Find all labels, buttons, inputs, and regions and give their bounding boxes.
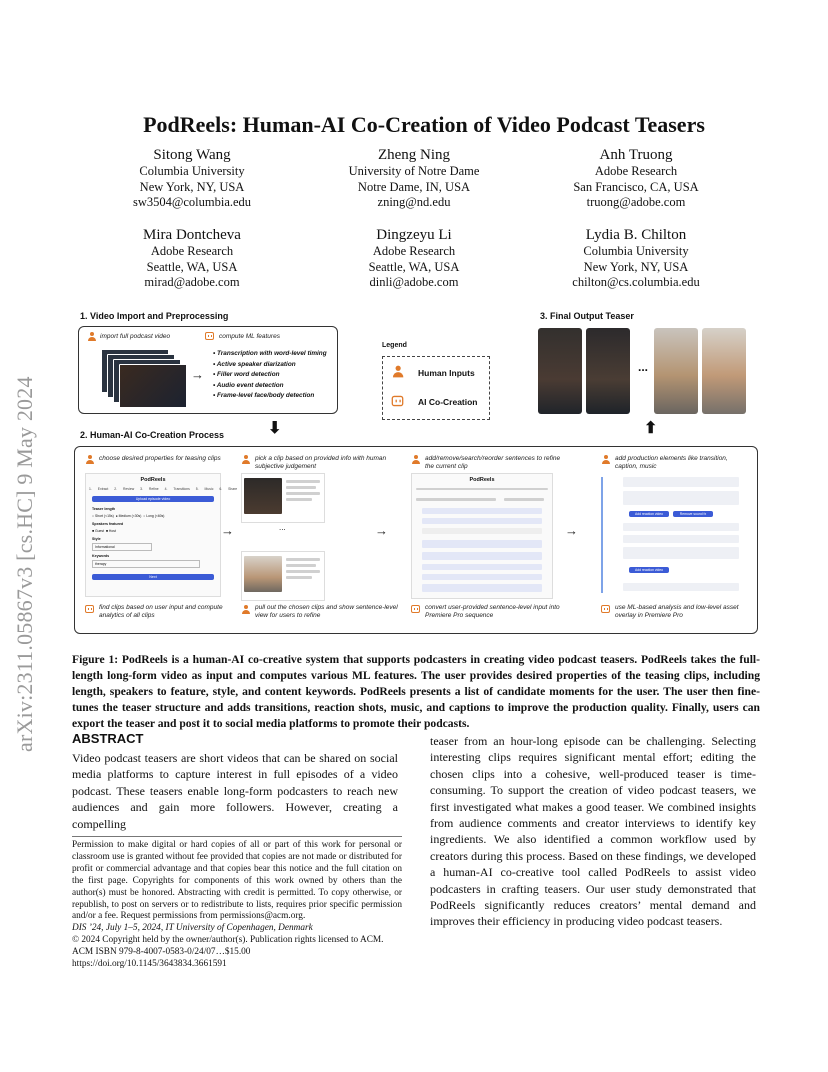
step-bottom-label: find clips based on user input and compute analytics of all clips bbox=[99, 604, 223, 619]
extract-panel bbox=[85, 473, 238, 597]
add-reaction-button[interactable]: Add reaction video bbox=[629, 511, 669, 517]
author-block bbox=[299, 226, 529, 291]
figure-1 bbox=[72, 308, 760, 636]
section-label: 3. Final Output Teaser bbox=[540, 311, 634, 321]
feature-item: • Active speaker diarization bbox=[213, 360, 296, 368]
speaker-option[interactable]: Host bbox=[108, 529, 116, 533]
teaser-frame bbox=[702, 328, 746, 414]
author-email: truong@adobe.com bbox=[586, 195, 686, 209]
tab[interactable]: 4. Transitions bbox=[164, 487, 190, 491]
app-tabs bbox=[89, 487, 237, 491]
author-email: mirad@adobe.com bbox=[144, 275, 240, 289]
author-location: Seattle, WA, USA bbox=[146, 259, 238, 274]
author-location: Notre Dame, IN, USA bbox=[357, 179, 471, 194]
legend-title: Legend bbox=[382, 342, 407, 349]
legend-box bbox=[382, 356, 490, 420]
section-label: 1. Video Import and Preprocessing bbox=[80, 311, 229, 321]
author-name: Zheng Ning bbox=[377, 147, 451, 163]
person-icon bbox=[392, 366, 404, 378]
arrow-icon: → bbox=[375, 523, 388, 538]
clip-card[interactable] bbox=[241, 473, 325, 523]
author-name: Dingzeyu Li bbox=[376, 227, 452, 243]
step-top-label: choose desired properties for teasing clips bbox=[99, 455, 221, 462]
section-label: 2. Human-AI Co-Creation Process bbox=[80, 430, 225, 440]
author-name: Lydia B. Chilton bbox=[585, 227, 687, 243]
person-icon bbox=[411, 455, 420, 464]
author-location: Seattle, WA, USA bbox=[368, 259, 460, 274]
author-email: dinli@adobe.com bbox=[369, 275, 459, 289]
author-affiliation: Adobe Research bbox=[150, 244, 234, 258]
remove-sound-button[interactable]: Remove sound fx bbox=[673, 511, 713, 517]
author-location: New York, NY, USA bbox=[583, 259, 689, 274]
robot-icon bbox=[601, 605, 610, 613]
more-ellipsis: ... bbox=[638, 360, 649, 374]
author-block bbox=[299, 146, 529, 211]
feature-item: • Audio event detection bbox=[213, 381, 284, 389]
step-top-label: pick a clip based on provided info with human subjective judgement bbox=[255, 455, 387, 470]
feature-item: • Filler word detection bbox=[213, 371, 280, 378]
isbn-line: ACM ISBN 979-8-4007-0583-0/24/07…$15.00 bbox=[72, 947, 251, 958]
keywords-input[interactable]: therapy bbox=[92, 560, 200, 568]
style-label: Style bbox=[92, 537, 101, 541]
style-select[interactable]: Informational bbox=[92, 543, 152, 551]
add-reaction-button[interactable]: Add reaction video bbox=[629, 567, 669, 573]
more-ellipsis: ... bbox=[279, 523, 286, 532]
length-options: ○ Short (<15s) ● Medium (<30s) ○ Long (<60s) bbox=[92, 514, 165, 518]
person-icon bbox=[241, 455, 250, 464]
footnote-rule bbox=[72, 836, 402, 837]
arrow-icon: → bbox=[221, 523, 234, 538]
speaker-options: ■ Guest ■ Host bbox=[92, 529, 116, 533]
figure-caption: Figure 1: PodReels is a human-AI co-creative system that supports podcasters in creating video podcast teasers. PodReels takes the full-length long-form video as input and computes various ML features. The user provides desired properties of the teasing clips, including length, speakers to feature, style, and content keywords. PodReels presents a list of candidate moments for the user. The user then fine-tunes the teaser structure and adds transitions, reaction shots, music, and captions to improve the production quality. Finally, users can export the teaser and post it to social media platforms to promote their podcasts. bbox=[72, 653, 760, 730]
arrow-icon: → bbox=[565, 523, 578, 538]
author-affiliation: Columbia University bbox=[139, 164, 245, 178]
length-option[interactable]: Long (<60s) bbox=[146, 514, 165, 518]
tab[interactable]: 5. Music bbox=[195, 487, 214, 491]
step-bottom-label: use ML-based analysis and low-level asset overlay in Premiere Pro bbox=[615, 604, 739, 619]
person-icon bbox=[241, 605, 250, 614]
copyright-line: © 2024 Copyright held by the owner/author(s). Publication rights licensed to ACM. bbox=[72, 935, 384, 946]
tab[interactable]: 2. Review bbox=[114, 487, 135, 491]
refine-panel bbox=[411, 473, 553, 599]
feature-item: • Transcription with word-level timing bbox=[213, 350, 327, 357]
clip-thumbnail bbox=[244, 478, 282, 514]
production-panel bbox=[599, 473, 749, 597]
person-icon bbox=[87, 332, 96, 341]
next-button[interactable]: Next bbox=[92, 574, 214, 580]
length-option[interactable]: Medium (<30s) bbox=[118, 514, 142, 518]
doi-link[interactable]: https://doi.org/10.1145/3643834.3661591 bbox=[72, 959, 227, 970]
legend-ai: AI Co-Creation bbox=[418, 397, 478, 407]
teaser-frame bbox=[654, 328, 698, 414]
author-block bbox=[521, 226, 751, 291]
abstract-right: teaser from an hour-long episode can be challenging. Selecting interesting clips requires significant mental effort; editing the chosen clips into a cohesive, well-produced teaser is time-consuming. To support the creation of video podcast teasers, we first investigated what makes a good teaser. We combined insights from audience comments and creator interviews to identify key ingredients. We also identified a common workflow used by creators during this process. Based on these findings, we developed a human-AI co-creative tool called PodReels to assist video podcasters in crafting teasers. Our user study demonstrated that PodReels significantly reduces creators’ mental demand and improves their efficiency in producing video podcast teasers. bbox=[430, 734, 756, 929]
robot-icon bbox=[392, 396, 404, 406]
teaser-length-label: Teaser length bbox=[92, 507, 116, 511]
teaser-frame bbox=[538, 328, 582, 414]
process-box bbox=[74, 446, 758, 634]
person-icon bbox=[85, 455, 94, 464]
robot-icon bbox=[85, 605, 94, 613]
conference-line: DIS ’24, July 1–5, 2024, IT University of Copenhagen, Denmark bbox=[72, 923, 313, 934]
down-arrow-icon: ⬇ bbox=[268, 420, 282, 437]
feature-list bbox=[213, 349, 327, 402]
permission-text: Permission to make digital or hard copies of all or part of this work for personal or classroom use is granted without fee provided that copies are not made or distributed for profit or commercial advantage and that copies bear this notice and the full citation on the first page. Copyrights for components of this work owned by others than the author(s) must be honored. Abstracting with credit is permitted. To copy otherwise, or republish, to post on servers or to redistribute to lists, requires prior specific permission and/or a fee. Request permissions from permissions@acm.org. bbox=[72, 840, 402, 922]
legend-human: Human Inputs bbox=[418, 368, 475, 378]
robot-icon bbox=[411, 605, 420, 613]
step-top-label: add/remove/search/reorder sentences to refine the current clip bbox=[425, 455, 561, 470]
person-icon bbox=[601, 455, 610, 464]
author-email: chilton@cs.columbia.edu bbox=[572, 275, 700, 289]
author-location: New York, NY, USA bbox=[139, 179, 245, 194]
video-stack-frame bbox=[119, 364, 187, 408]
step-bottom-label: convert user-provided sentence-level input into Premiere Pro sequence bbox=[425, 604, 560, 619]
paper-title: PodReels: Human-AI Co-Creation of Video Podcast Teasers bbox=[143, 112, 705, 137]
up-arrow-icon: ⬆ bbox=[644, 420, 658, 437]
author-block bbox=[77, 226, 307, 291]
clip-thumbnail bbox=[244, 556, 282, 592]
author-affiliation: University of Notre Dame bbox=[348, 164, 480, 178]
author-email: sw3504@columbia.edu bbox=[132, 195, 252, 209]
arxiv-stamp: arXiv:2311.05867v3 [cs.HC] 9 May 2024 bbox=[12, 376, 37, 752]
author-location: San Francisco, CA, USA bbox=[573, 179, 699, 194]
author-block bbox=[521, 146, 751, 211]
length-option[interactable]: Short (<15s) bbox=[95, 514, 114, 518]
tab[interactable]: 3. Refine bbox=[140, 487, 159, 491]
author-affiliation: Adobe Research bbox=[594, 164, 678, 178]
permission-block bbox=[72, 836, 402, 971]
step-bottom-label: pull out the chosen clips and show sentence-level view for users to refine bbox=[255, 604, 398, 619]
teaser-frame bbox=[586, 328, 630, 414]
author-affiliation: Columbia University bbox=[583, 244, 689, 258]
author-affiliation: Adobe Research bbox=[372, 244, 456, 258]
feature-item: • Frame-level face/body detection bbox=[213, 392, 315, 399]
keywords-label: Keywords bbox=[92, 554, 110, 558]
robot-icon bbox=[205, 332, 214, 340]
step-top-label: add production elements like transition, caption, music bbox=[615, 455, 728, 470]
abstract-left: Video podcast teasers are short videos that can be shared on social media platforms to capture interest in full episodes of a video podcast. These teasers enable long-form podcasters to reach new audiences and gain more followers. However, creating a compelling bbox=[72, 751, 398, 831]
tab[interactable]: 6. Share bbox=[219, 487, 238, 491]
import-label: import full podcast video bbox=[100, 333, 171, 340]
speakers-label: Speakers featured bbox=[92, 522, 124, 526]
author-name: Sitong Wang bbox=[153, 147, 231, 163]
author-block bbox=[77, 146, 307, 211]
abstract-heading: ABSTRACT bbox=[72, 731, 144, 746]
timeline-track bbox=[601, 477, 609, 593]
author-name: Anh Truong bbox=[599, 147, 673, 163]
upload-button[interactable]: Upload episode video bbox=[92, 496, 214, 502]
tab[interactable]: 1. Extract bbox=[89, 487, 109, 491]
clip-card[interactable] bbox=[241, 551, 325, 601]
author-email: zning@nd.edu bbox=[377, 195, 451, 209]
app-name: PodReels bbox=[469, 477, 495, 483]
author-name: Mira Dontcheva bbox=[143, 227, 241, 243]
speaker-option[interactable]: Guest bbox=[95, 529, 105, 533]
compute-label: compute ML features bbox=[219, 333, 280, 340]
arrow-icon: → bbox=[191, 367, 204, 382]
import-box bbox=[78, 326, 338, 414]
app-name: PodReels bbox=[140, 477, 166, 483]
